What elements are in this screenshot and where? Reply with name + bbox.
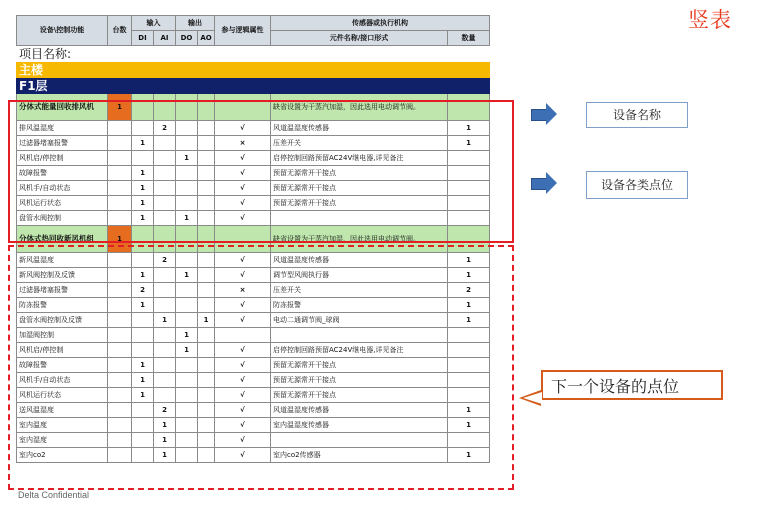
cell-logic: √: [215, 448, 271, 463]
cell-part: 室内co2传感器: [271, 448, 448, 463]
cell-part: 启停控制回路预留AC24V继电器,详见备注: [271, 343, 448, 358]
cell-ai: 1: [154, 313, 176, 328]
callout-device-points: 设备各类点位: [586, 171, 688, 199]
header-input: 输入: [132, 16, 176, 31]
cell-qty: 1: [448, 268, 490, 283]
cell-qty: 1: [448, 136, 490, 151]
cell-do: 1: [176, 343, 198, 358]
cell-logic: √: [215, 151, 271, 166]
header-logic: 参与逻辑属性: [215, 16, 271, 46]
cell-logic: √: [215, 121, 271, 136]
cell-di: 1: [132, 388, 154, 403]
cell-part: 风道温湿度传感器: [271, 121, 448, 136]
cell-logic: √: [215, 196, 271, 211]
cell-name: 过滤器堵塞报警: [17, 283, 108, 298]
cell-di: 1: [132, 211, 154, 226]
cell-ai: 1: [154, 448, 176, 463]
cell-logic: √: [215, 298, 271, 313]
cell-logic: √: [215, 253, 271, 268]
floor-row: F1层: [17, 78, 490, 94]
cell-do: 1: [176, 211, 198, 226]
header-count: 台数: [108, 16, 132, 46]
cell-name: 故障报警: [17, 166, 108, 181]
cell-name: 风机启/停控制: [17, 151, 108, 166]
cell-part: 防冻报警: [271, 298, 448, 313]
cell-name: 送风温湿度: [17, 403, 108, 418]
cell-di: 1: [132, 136, 154, 151]
cell-part: 预留无源常开干接点: [271, 196, 448, 211]
cell-name: 加湿阀控制: [17, 328, 108, 343]
cell-part: 预留无源常开干接点: [271, 358, 448, 373]
header-part: 元件名称/接口形式: [271, 31, 448, 46]
cell-qty: 1: [448, 418, 490, 433]
next-device-highlight-box: [8, 245, 514, 490]
cell-name: 盘管水阀控制及反馈: [17, 313, 108, 328]
cell-name: 风机启/停控制: [17, 343, 108, 358]
cell-di: 1: [132, 196, 154, 211]
device-note: 缺省设置为干蒸汽加湿，因此选用电动调节阀。: [271, 94, 448, 121]
cell-name: 风机运行状态: [17, 388, 108, 403]
cell-qty: 1: [448, 313, 490, 328]
cell-ao: 1: [198, 313, 215, 328]
cell-logic: √: [215, 433, 271, 448]
cell-di: 1: [132, 166, 154, 181]
cell-part: 压差开关: [271, 136, 448, 151]
cell-qty: 1: [448, 253, 490, 268]
cell-part: 预留无源常开干接点: [271, 373, 448, 388]
cell-part: 调节型风阀执行器: [271, 268, 448, 283]
cell-part: 预留无源常开干接点: [271, 181, 448, 196]
cell-logic: √: [215, 373, 271, 388]
header-ai: AI: [154, 31, 176, 46]
cell-logic: √: [215, 211, 271, 226]
callout-next-device: 下一个设备的点位: [541, 370, 723, 400]
device-count: 1: [108, 94, 132, 121]
cell-logic: ×: [215, 136, 271, 151]
cell-ai: 1: [154, 433, 176, 448]
cell-ai: 1: [154, 418, 176, 433]
cell-name: 过滤器堵塞报警: [17, 136, 108, 151]
cell-part: 压差开关: [271, 283, 448, 298]
cell-name: 故障报警: [17, 358, 108, 373]
cell-name: 室内湿度: [17, 433, 108, 448]
cell-qty: 1: [448, 298, 490, 313]
cell-name: 防冻报警: [17, 298, 108, 313]
cell-logic: √: [215, 181, 271, 196]
cell-name: 风机手/自动状态: [17, 181, 108, 196]
cell-qty: 1: [448, 121, 490, 136]
cell-logic: √: [215, 166, 271, 181]
cell-qty: 2: [448, 283, 490, 298]
callout-device-name: 设备名称: [586, 102, 688, 128]
cell-name: 风机手/自动状态: [17, 373, 108, 388]
cell-logic: ×: [215, 283, 271, 298]
project-label: 项目名称:: [17, 46, 490, 62]
device-name: 分体式热回收新风机组: [17, 226, 108, 253]
cell-name: 风机运行状态: [17, 196, 108, 211]
header-device-func: 设备\控制功能: [17, 16, 108, 46]
cell-ai: 2: [154, 253, 176, 268]
cell-logic: √: [215, 388, 271, 403]
cell-logic: √: [215, 268, 271, 283]
cell-di: 1: [132, 181, 154, 196]
cell-name: 盘管水阀控制: [17, 211, 108, 226]
header-output: 输出: [176, 16, 215, 31]
cell-logic: √: [215, 313, 271, 328]
cell-logic: √: [215, 358, 271, 373]
cell-name: 排风温湿度: [17, 121, 108, 136]
cell-di: 1: [132, 358, 154, 373]
cell-logic: √: [215, 418, 271, 433]
header-ao: AO: [198, 31, 215, 46]
cell-name: 室内温度: [17, 418, 108, 433]
cell-qty: 1: [448, 448, 490, 463]
cell-name: 室内co2: [17, 448, 108, 463]
cell-part: 启停控制回路预留AC24V继电器,详见备注: [271, 151, 448, 166]
device-count: 1: [108, 226, 132, 253]
header-qty: 数量: [448, 31, 490, 46]
cell-logic: √: [215, 343, 271, 358]
cell-part: 风道温湿度传感器: [271, 253, 448, 268]
cell-part: 电动二通调节阀_球阀: [271, 313, 448, 328]
cell-ai: 2: [154, 403, 176, 418]
device-note: 缺省设置为干蒸汽加湿，因此选用电动调节阀。: [271, 226, 448, 253]
cell-do: 1: [176, 151, 198, 166]
device-highlight-box: [8, 100, 514, 243]
footer-confidential: Delta Confidential: [18, 490, 90, 500]
building-row: 主楼: [17, 62, 490, 78]
cell-di: 2: [132, 283, 154, 298]
cell-part: 室内温湿度传感器: [271, 418, 448, 433]
cell-logic: √: [215, 403, 271, 418]
cell-name: 新风阀控制及反馈: [17, 268, 108, 283]
cell-part: 风道温湿度传感器: [271, 403, 448, 418]
cell-di: 1: [132, 373, 154, 388]
cell-di: 1: [132, 298, 154, 313]
cell-ai: 2: [154, 121, 176, 136]
header-do: DO: [176, 31, 198, 46]
page-title: 竖表: [688, 8, 732, 32]
cell-part: 预留无源常开干接点: [271, 388, 448, 403]
cell-do: 1: [176, 328, 198, 343]
cell-di: 1: [132, 268, 154, 283]
cell-qty: 1: [448, 403, 490, 418]
device-name: 分体式能量回收排风机: [17, 94, 108, 121]
header-di: DI: [132, 31, 154, 46]
header-sensor: 传感器或执行机构: [271, 16, 490, 31]
cell-name: 新风温湿度: [17, 253, 108, 268]
cell-part: 预留无源常开干接点: [271, 166, 448, 181]
cell-do: 1: [176, 268, 198, 283]
